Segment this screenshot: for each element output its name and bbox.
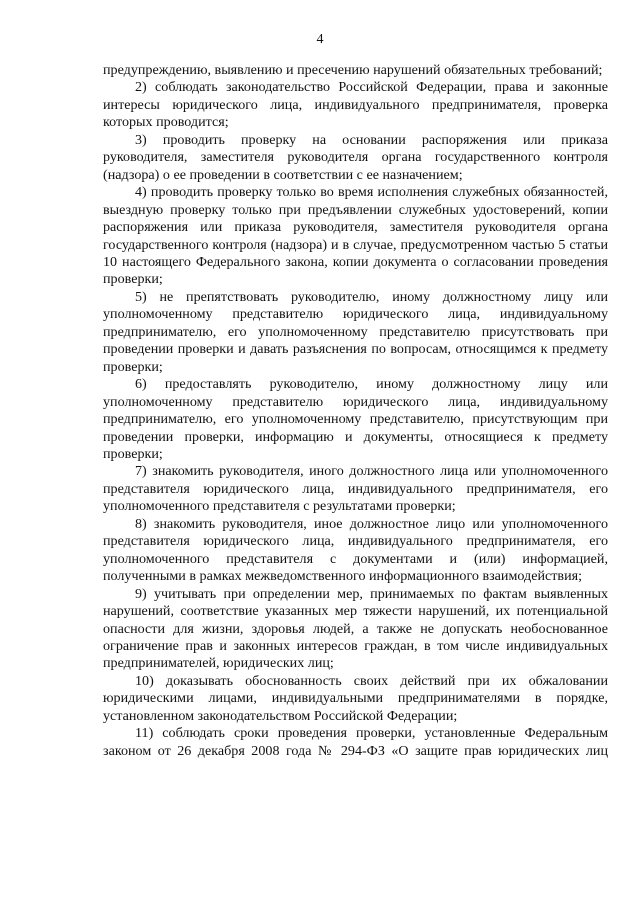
paragraph-item-10: 10) доказывать обоснованность своих действий при их обжаловании юридическими лицами, индивидуальными предпринимателями в порядке, установленном законодательством Российской Федерации; [103, 672, 608, 724]
document-body [103, 62, 608, 760]
paragraph-item-9: 9) учитывать при определении мер, принимаемых по фактам выявленных нарушений, соответствие указанных мер тяжести нарушений, их потенциальной опасности для жизни, здоровья людей, а также не допускать необоснованное ограничение прав и законных интересов граждан, в том числе индивидуальных предпринимателей, юридических лиц; [103, 585, 608, 672]
paragraph-item-8: 8) знакомить руководителя, иное должностное лицо или уполномоченного представителя юридического лица, индивидуального предпринимателя, его уполномоченного представителя с документами и (или) информацией, полученными в рамках межведомственного информационного взаимодействия; [103, 515, 608, 585]
paragraph-item-4: 4) проводить проверку только во время исполнения служебных обязанностей, выездную проверку только при предъявлении служебных удостоверений, копии распоряжения или приказа руководителя, заместителя руководителя органа государственного контроля (надзора) и в случае, предусмотренном частью 5 статьи 10 настоящего Федерального закона, копии документа о согласовании проведения проверки; [103, 184, 608, 288]
paragraph-item-7: 7) знакомить руководителя, иного должностного лица или уполномоченного представителя юридического лица, индивидуального предпринимателя, его уполномоченного представителя с результатами проверки; [103, 463, 608, 515]
paragraph-item-2: 2) соблюдать законодательство Российской Федерации, права и законные интересы юридического лица, индивидуального предпринимателя, проверка которых проводится; [103, 79, 608, 131]
paragraph-item-5: 5) не препятствовать руководителю, иному должностному лицу или уполномоченному представителю юридического лица, индивидуальному предпринимателю, его уполномоченному представителю присутствовать при проведении проверки и давать разъяснения по вопросам, относящимся к предмету проверки; [103, 288, 608, 375]
paragraph-item-3: 3) проводить проверку на основании распоряжения или приказа руководителя, заместителя руководителя органа государственного контроля (надзора) о ее проведении в соответствии с ее назначением; [103, 131, 608, 183]
paragraph-item-6: 6) предоставлять руководителю, иному должностному лицу или уполномоченному представителю юридического лица, индивидуальному предпринимателю, его уполномоченному представителю, присутствующим при проведении проверки, информацию и документы, относящиеся к предмету проверки; [103, 376, 608, 462]
paragraph-item-11: 11) соблюдать сроки проведения проверки, установленные Федеральным законом от 26 декабря 2008 года № 294-ФЗ «О защите прав юридических лиц [103, 725, 608, 759]
paragraph-continuation: предупреждению, выявлению и пресечению нарушений обязательных требований; [103, 62, 603, 78]
page-number: 4 [316, 32, 324, 47]
